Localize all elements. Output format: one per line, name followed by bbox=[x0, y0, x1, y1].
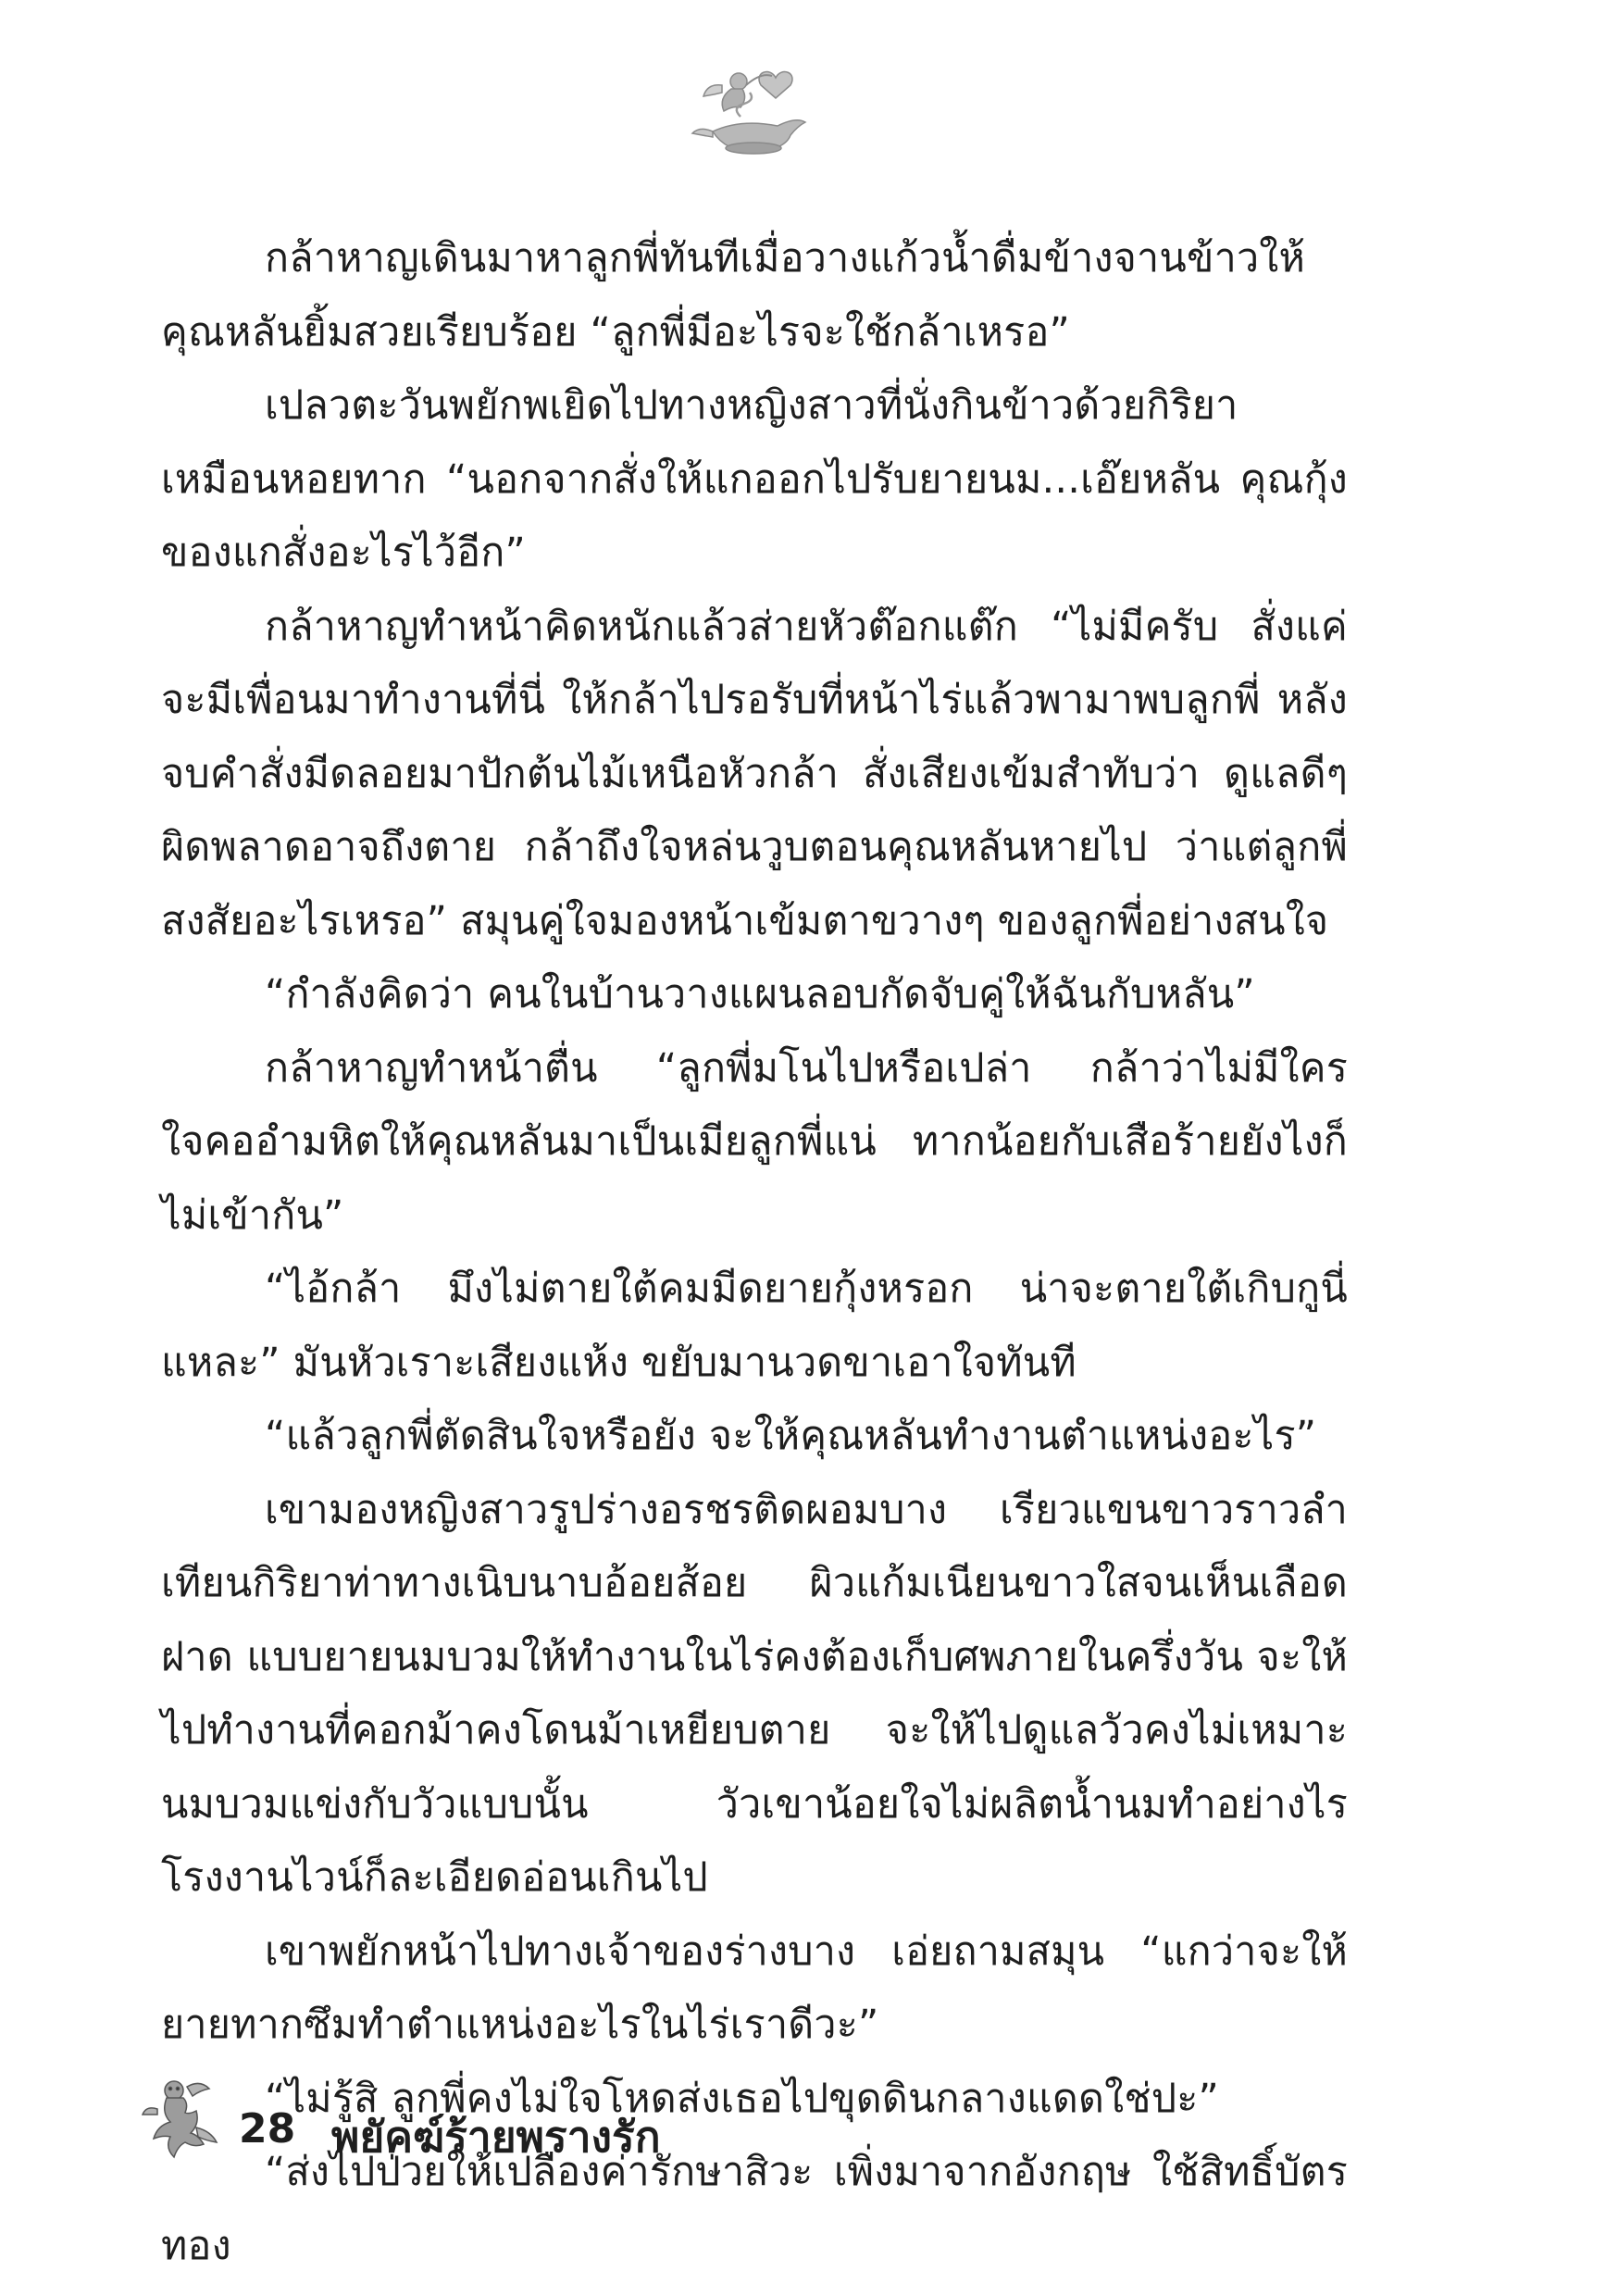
paragraph-3: กล้าหาญทำหน้าคิดหนักแล้วส่ายหัวต๊อกแต๊ก “ไม่มีครับ สั่งแค่จะมีเพื่อนมาทำงานที่นี่ ให้กล้าไปรอรับที่หน้าไร่แล้วพามาพบลูกพี่ หลังจบคำสั่งมีดลอยมาปักต้นไม้เหนือหัวกล้า สั่งเสียงเข้มสำทับว่า ดูแลดีๆ ผิดพลาดอาจถึงตาย กล้าถึงใจหล่นวูบตอนคุณหลันหายไป ว่าแต่ลูกพี่สงสัยอะไรเหรอ” สมุนคู่ใจมองหน้าเข้มตาขวางๆ ของลูกพี่อย่างสนใจ bbox=[161, 603, 1348, 944]
page-number: 28 bbox=[239, 2105, 296, 2152]
paragraph-6: “ไอ้กล้า มึงไม่ตายใต้คมมีดยายกุ้งหรอก น่าจะตายใต้เกิบกูนี่แหละ” มันหัวเราะเสียงแห้ง ขยับมานวดขาเอาใจทันที bbox=[161, 1266, 1348, 1386]
cupid-lamp-icon bbox=[685, 57, 824, 168]
body-text bbox=[161, 222, 1348, 2283]
paragraph-10: “ไม่รู้สิ ลูกพี่คงไม่ใจโหดส่งเธอไปขุดดินกลางแดดใช่ปะ” bbox=[265, 2075, 1219, 2122]
paragraph-1: กล้าหาญเดินมาหาลูกพี่ทันทีเมื่อวางแก้วน้ำดื่มข้างจานข้าวให้คุณหลันยิ้มสวยเรียบร้อย “ลูกพี่มีอะไรจะใช้กล้าเหรอ” bbox=[161, 235, 1306, 356]
paragraph-9: เขาพยักหน้าไปทางเจ้าของร่างบาง เอ่ยถามสมุน “แกว่าจะให้ยายทากซึมทำตำแหน่งอะไรในไร่เราดีวะ” bbox=[161, 1928, 1348, 2048]
book-title: พยัคฆ์ร้ายพรางรัก bbox=[331, 2112, 661, 2162]
tiger-emblem-icon bbox=[139, 2072, 231, 2165]
page-footer bbox=[139, 2072, 879, 2174]
paragraph-5: กล้าหาญทำหน้าตื่น “ลูกพี่มโนไปหรือเปล่า กล้าว่าไม่มีใครใจคออำมหิตให้คุณหลันมาเป็นเมียลูกพี่แน่ ทากน้อยกับเสือร้ายยังไงก็ไม่เข้ากัน” bbox=[161, 1044, 1348, 1239]
paragraph-7: “แล้วลูกพี่ตัดสินใจหรือยัง จะให้คุณหลันทำงานตำแหน่งอะไร” bbox=[265, 1413, 1317, 1459]
paragraph-8: เขามองหญิงสาวรูปร่างอรชรติดผอมบาง เรียวแขนขาวราวลำเทียนกิริยาท่าทางเนิบนาบอ้อยส้อย ผิวแก้มเนียนขาวใสจนเห็นเลือดฝาด แบบยายนมบวมให้ทำงานในไร่คงต้องเก็บศพภายในครึ่งวัน จะให้ไปทำงานที่คอกม้าคงโดนม้าเหยียบตาย จะให้ไปดูแลวัวคงไม่เหมาะ นมบวมแข่งกับวัวแบบนั้น วัวเขาน้อยใจไม่ผลิตน้ำนมทำอย่างไร โรงงานไวน์ก็ละเอียดอ่อนเกินไป bbox=[161, 1486, 1348, 1901]
paragraph-11: “ส่งไปป่วยให้เปลืองค่ารักษาสิวะ เพิ่งมาจากอังกฤษ ใช้สิทธิ์บัตรทอง bbox=[161, 2149, 1348, 2269]
paragraph-2: เปลวตะวันพยักพเยิดไปทางหญิงสาวที่นั่งกินข้าวด้วยกิริยาเหมือนหอยทาก “นอกจากสั่งให้แกออกไปรับยายนม...เอ๊ยหลัน คุณกุ้งของแกสั่งอะไรไว้อีก” bbox=[161, 382, 1348, 576]
paragraph-4: “กำลังคิดว่า คนในบ้านวางแผนลอบกัดจับคู่ให้ฉันกับหลัน” bbox=[265, 971, 1255, 1017]
